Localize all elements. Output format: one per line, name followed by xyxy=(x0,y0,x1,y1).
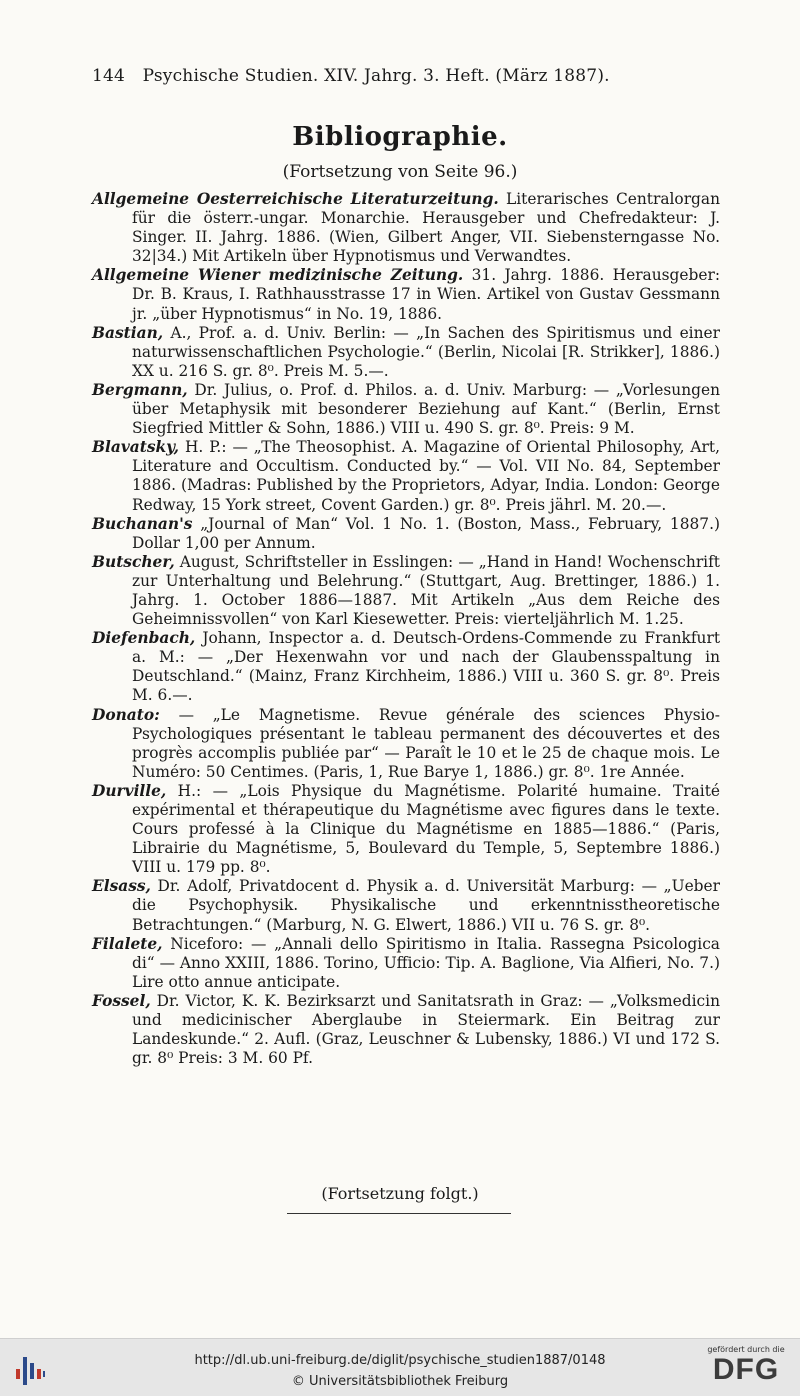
entry-name: Filalete, xyxy=(92,934,163,953)
entry-name: Elsass, xyxy=(92,877,151,896)
copyright-notice: © Universitätsbibliothek Freiburg xyxy=(291,1374,509,1389)
dfg-funding-text: gefördert durch die xyxy=(707,1345,785,1354)
page-number: 144 xyxy=(92,66,126,86)
divider xyxy=(287,1213,511,1215)
entry-text: H. P.: — „The Theosophist. A. Magazine of Oriental Philosophy, Art, Literature and Occultism. Conducted by.“ — Vol. VII No. 84, September 1886. (Madras: Published by the Proprietors, Adyar, India. London: George Redway, 15 York street, Covent Garden.) gr. 8⁰. Preis jährl. M. 20.—. xyxy=(132,438,720,514)
entry-name: Donato: xyxy=(92,705,160,724)
entry-name: Bergmann, xyxy=(92,380,188,399)
bibliography-entry xyxy=(92,381,720,438)
entry-text: Dr. Adolf, Privatdocent d. Physik a. d. Universität Marburg: — „Ueber die Psychophysik. Physikalische und erkenntnisstheoretische Betrachtungen.“ (Marburg, N. G. Elwert, 1886.) VII u. 76 S. gr. 8⁰. xyxy=(132,877,720,934)
bibliography-entry xyxy=(92,190,720,266)
entry-text: Niceforo: — „Annali dello Spiritismo in Italia. Rassegna Psicologica di“ — Anno XXIII, 1886. Torino, Ufficio: Tip. A. Baglione, Via Alfieri, No. 7.) Lire otto annue anticipate. xyxy=(132,934,720,991)
bibliography-entry xyxy=(92,515,720,553)
bibliography-entry xyxy=(92,782,720,877)
permalink-url[interactable] xyxy=(0,1353,800,1368)
entry-text: Literarisches Centralorgan für die österr.-ungar. Monarchie. Herausgeber und Chefredakteur: J. Singer. II. Jahrg. 1886. (Wien, Gilbert Anger, VII. Siebensterngasse No. 32|34.) Mit Artikeln über Hypnotismus und Verwandtes. xyxy=(132,190,720,266)
section-subtitle: (Fortsetzung von Seite 96.) xyxy=(282,162,518,182)
permalink-link[interactable]: http://dl.ub.uni-freiburg.de/diglit/psychische_studien1887/0148 xyxy=(194,1353,606,1368)
entry-name: Allgemeine Wiener medizinische Zeitung. xyxy=(92,266,464,285)
entry-text: H.: — „Lois Physique du Magnétisme. Polarité humaine. Traité expérimental et thérapeutique du Magnétisme avec figures dans le texte. Cours professé à la Clinique du Magnétisme en 1885—1886.“ (Paris, Librairie du Magnétisme, 5, Boulevard du Temple, 5, Septembre 1886.) VIII u. 179 pp. 8⁰. xyxy=(132,781,720,877)
entry-text: Dr. Julius, o. Prof. d. Philos. a. d. Univ. Marburg: — „Vorlesungen über Metaphysik mit besonderer Beziehung auf Kant.“ (Berlin, Ernst Siegfried Mittler & Sohn, 1886.) VIII u. 490 S. gr. 8⁰. Preis: 9 M. xyxy=(132,380,720,438)
entry-text: Johann, Inspector a. d. Deutsch-Ordens-Commende zu Frankfurt a. M.: — „Der Hexenwahn vor und nach der Glaubensspaltung in Deutschland.“ (Mainz, Franz Kirchheim, 1886.) VIII u. 360 S. gr. 8⁰. Preis M. 6.—. xyxy=(132,629,720,705)
dfg-logo xyxy=(700,1345,792,1391)
bibliography-entry xyxy=(92,438,720,514)
bibliography-entry xyxy=(92,266,720,323)
running-title: Psychische Studien. XIV. Jahrg. 3. Heft. (März 1887). xyxy=(142,66,610,86)
entry-name: Bastian, xyxy=(92,323,164,342)
bibliography-entry xyxy=(92,629,720,705)
entry-text: — „Le Magnetisme. Revue générale des sciences Physio-Psychologiques présentant le tableau permanent des découvertes et des progrès accomplis publiée par“ — Paraît le 10 et le 25 de chaque mois. Le Numéro: 50 Centimes. (Paris, 1, Rue Barye 1, 1886.) gr. 8⁰. 1re Année. xyxy=(132,705,720,781)
entry-name: Buchanan's xyxy=(92,514,193,533)
entry-name: Durville, xyxy=(92,781,167,800)
entry-name: Allgemeine Oesterreichische Literaturzeitung. xyxy=(92,190,499,208)
entry-text: „Journal of Man“ Vol. 1 No. 1. (Boston, Mass., February, 1887.) Dollar 1,00 per Annum. xyxy=(132,514,720,552)
running-header xyxy=(92,66,692,86)
entry-text: August, Schriftsteller in Esslingen: — „Hand in Hand! Wochenschrift zur Unterhaltung und Belehrung.“ (Stuttgart, Aug. Brettinger, 1886.) 1. Jahrg. 1. October 1886—1887. Mit Artikeln „Aus dem Reiche des Geheimnissvollen“ von Karl Kiesewetter. Preis: vierteljährlich M. 1.25. xyxy=(132,552,720,629)
section-title: Bibliographie. xyxy=(292,122,508,152)
bibliography-entry xyxy=(92,553,720,629)
bibliography-entry xyxy=(92,877,720,934)
bibliography-entry xyxy=(92,324,720,381)
entry-text: A., Prof. a. d. Univ. Berlin: — „In Sachen des Spiritismus und einer naturwissenschaftlichen Psychologie.“ (Berlin, Nicolai [R. Strikker], 1886.) XX u. 216 S. gr. 8⁰. Preis M. 5.—. xyxy=(132,323,720,380)
bibliography-list xyxy=(92,190,720,1068)
entry-name: Butscher, xyxy=(92,552,175,571)
bibliography-entry xyxy=(92,706,720,782)
bibliography-entry xyxy=(92,935,720,992)
entry-text: 31. Jahrg. 1886. Herausgeber: Dr. B. Kraus, I. Rathhausstrasse 17 in Wien. Artikel von Gustav Gessmann jr. „über Hypnotismus“ in No. 19, 1886. xyxy=(132,266,721,323)
entry-name: Diefenbach, xyxy=(92,629,196,648)
entry-name: Fossel, xyxy=(92,991,151,1010)
entry-text: Dr. Victor, K. K. Bezirksarzt und Sanitatsrath in Graz: — „Volksmedicin und medicinischer Aberglaube in Steiermark. Ein Beitrag zur Landeskunde.“ 2. Aufl. (Graz, Leuschner & Lubensky, 1886.) VI und 172 S. gr. 8⁰ Preis: 3 M. 60 Pf. xyxy=(132,991,720,1068)
entry-name: Blavatsky, xyxy=(92,438,180,457)
bibliography-entry xyxy=(92,992,720,1068)
dfg-logo-text: DFG xyxy=(712,1353,780,1386)
viewer-footer xyxy=(0,1338,800,1396)
continuation-note: (Fortsetzung folgt.) xyxy=(321,1184,479,1203)
